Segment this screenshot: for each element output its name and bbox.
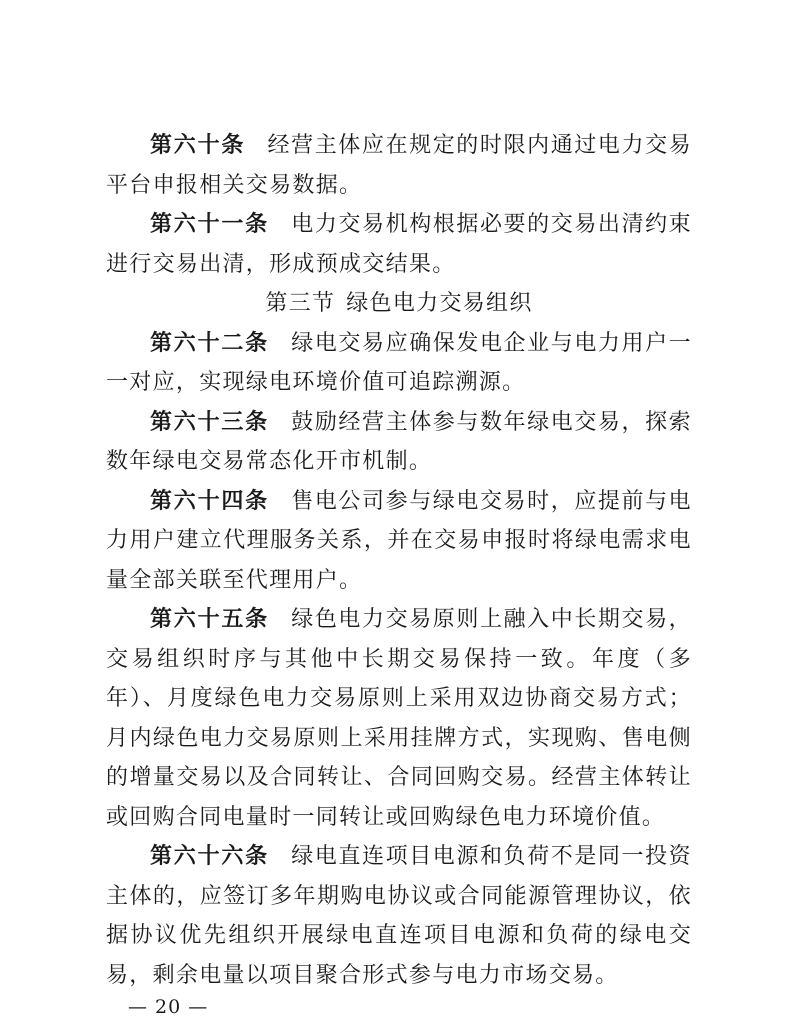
article-label: 第六十条 <box>150 133 246 158</box>
article-text: 电力交易机构根据必要的交易出清约束进行交易出清，形成预成交结果。 <box>106 212 692 277</box>
document-body <box>106 126 692 995</box>
article-label: 第六十三条 <box>150 409 269 435</box>
article-label: 第六十六条 <box>150 844 269 869</box>
article-label: 第六十四条 <box>150 488 269 514</box>
article-text: 鼓励经营主体参与数年绿电交易，探索数年绿电交易常态化开市机制。 <box>106 409 692 474</box>
article-60 <box>106 126 692 205</box>
page-number: — 20 — <box>128 996 209 1018</box>
article-text: 售电公司参与绿电交易时，应提前与电力用户建立代理服务关系，并在交易申报时将绿电需求电量全部关联至代理用户。 <box>106 488 692 593</box>
article-66 <box>106 837 692 995</box>
article-62 <box>106 324 692 403</box>
article-64 <box>106 482 692 601</box>
article-text: 经营主体应在规定的时限内通过电力交易平台申报相关交易数据。 <box>106 133 692 198</box>
article-label: 第六十一条 <box>150 212 269 237</box>
article-label: 第六十五条 <box>150 607 269 632</box>
section-number: 第三节 <box>265 291 336 316</box>
article-text: 绿电直连项目电源和负荷不是同一投资主体的，应签订多年期购电协议或合同能源管理协议，依据协议优先组织开展绿电直连项目电源和负荷的绿电交易，剩余电量以项目聚合形式参与电力市场交易。 <box>106 844 692 988</box>
section-heading <box>106 284 692 324</box>
article-text: 绿色电力交易原则上融入中长期交易，交易组织时序与其他中长期交易保持一致。年度（多年）、月度绿色电力交易原则上采用双边协商交易方式；月内绿色电力交易原则上采用挂牌方式，实现购、售电侧的增量交易以及合同转让、合同回购交易。经营主体转让或回购合同电量时一同转让或回购绿色电力环境价值。 <box>106 607 692 830</box>
article-61 <box>106 205 692 284</box>
article-label: 第六十二条 <box>150 330 269 356</box>
section-title: 绿色电力交易组织 <box>346 291 533 316</box>
article-text: 绿电交易应确保发电企业与电力用户一一对应，实现绿电环境价值可追踪溯源。 <box>106 330 692 395</box>
article-65 <box>106 600 692 837</box>
article-63 <box>106 403 692 482</box>
